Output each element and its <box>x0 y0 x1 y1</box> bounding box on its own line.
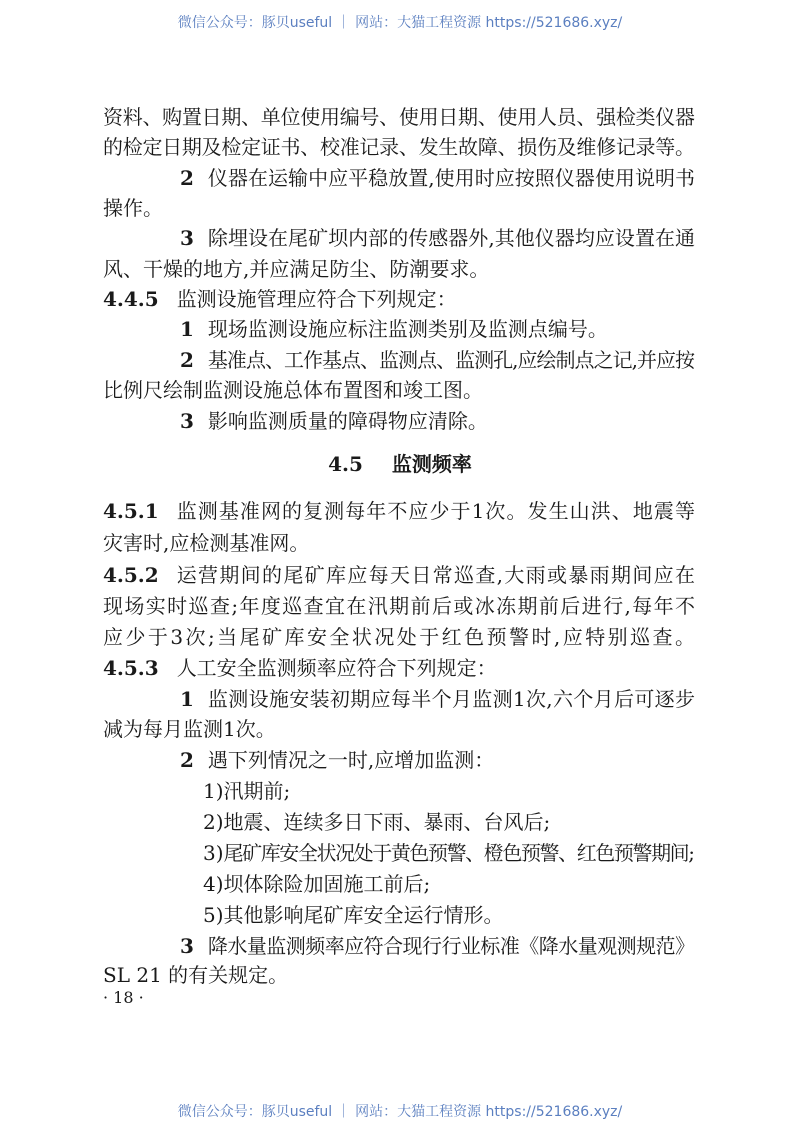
line-text: 监测基准网的复测每年不应少于1次。发生山洪、地震等 <box>176 499 697 523</box>
text-line <box>180 933 694 959</box>
text-line <box>103 716 276 742</box>
line-text: SL 21 的有关规定。 <box>103 963 289 987</box>
line-text: 操作。 <box>103 196 163 220</box>
text-line <box>103 593 696 619</box>
text-line <box>103 256 489 282</box>
section-number: 4.5 <box>328 452 363 476</box>
section-title: 监测频率 <box>391 452 472 476</box>
line-text: 遇下列情况之一时,应增加监测： <box>207 748 495 772</box>
text-line <box>103 562 696 588</box>
line-text: 尾矿库安全状况处于黄色预警、橙色预警、红色预警期间; <box>223 841 694 865</box>
item-number: 3 <box>180 226 194 250</box>
text-line <box>180 747 494 773</box>
text-line <box>180 686 695 712</box>
line-text: 降水量监测频率应符合现行行业标准《降水量观测规范》 <box>207 934 695 958</box>
text-line <box>180 225 695 251</box>
item-number: 1 <box>180 317 194 341</box>
text-line <box>203 871 430 897</box>
line-text: 地震、连续多日下雨、暴雨、台风后; <box>223 810 551 834</box>
line-text: 减为每月监测1次。 <box>103 717 276 741</box>
text-line <box>103 655 497 681</box>
page-number: · 18 · <box>103 988 144 1007</box>
line-text: 仪器在运输中应平稳放置,使用时应按照仪器使用说明书 <box>207 166 696 190</box>
item-number: 1 <box>180 687 194 711</box>
text-line <box>103 962 288 988</box>
text-line <box>103 377 483 403</box>
sub-item-number: 3) <box>203 841 224 865</box>
section-heading <box>0 451 800 477</box>
text-line <box>203 809 550 835</box>
item-number: 2 <box>180 166 194 190</box>
text-line <box>180 347 694 373</box>
text-line <box>103 624 697 650</box>
item-number: 2 <box>180 748 194 772</box>
text-line <box>203 840 694 866</box>
line-text: 灾害时,应检测基准网。 <box>103 531 310 555</box>
text-line <box>180 165 695 191</box>
item-number: 2 <box>180 348 194 372</box>
watermark-bottom: 微信公众号：豚贝useful ｜ 网站：大猫工程资源 https://521686.xyz/ <box>177 1104 623 1120</box>
sub-item-number: 4) <box>203 872 224 896</box>
clause-number: 4.5.3 <box>103 656 159 680</box>
line-text: 基准点、工作基点、监测点、监测孔,应绘制点之记,并应按 <box>207 348 695 372</box>
line-text: 资料、购置日期、单位使用编号、使用日期、使用人员、强检类仪器 <box>103 105 695 129</box>
text-line <box>103 498 696 524</box>
text-line <box>180 408 488 434</box>
line-text: 现场实时巡查;年度巡查宜在汛期前后或冰冻期前后进行,每年不 <box>103 594 697 618</box>
clause-number: 4.5.1 <box>103 499 159 523</box>
sub-item-number: 5) <box>203 903 224 927</box>
line-text: 监测设施安装初期应每半个月监测1次,六个月后可逐步 <box>207 687 696 711</box>
line-text: 现场监测设施应标注监测类别及监测点编号。 <box>207 317 608 341</box>
line-text: 影响监测质量的障碍物应清除。 <box>207 409 488 433</box>
line-text: 比例尺绘制监测设施总体布置图和竣工图。 <box>103 378 483 402</box>
line-text: 汛期前; <box>223 779 291 803</box>
text-line <box>103 530 309 556</box>
line-text: 人工安全监测频率应符合下列规定： <box>176 656 497 680</box>
text-line <box>180 316 608 342</box>
sub-item-number: 2) <box>203 810 224 834</box>
text-line <box>203 902 504 928</box>
line-text: 其他影响尾矿库安全运行情形。 <box>223 903 504 927</box>
line-text: 运营期间的尾矿库应每天日常巡查,大雨或暴雨期间应在 <box>176 563 697 587</box>
text-line <box>103 104 695 130</box>
text-line <box>103 286 457 312</box>
line-text: 应少于3次;当尾矿库安全状况处于红色预警时,应特别巡查。 <box>103 625 698 649</box>
line-text: 的检定日期及检定证书、校准记录、发生故障、损伤及维修记录等。 <box>103 135 695 159</box>
line-text: 除埋设在尾矿坝内部的传感器外,其他仪器均应设置在通 <box>207 226 696 250</box>
clause-number: 4.4.5 <box>103 287 159 311</box>
item-number: 3 <box>180 409 194 433</box>
watermark-top: 微信公众号：豚贝useful ｜ 网站：大猫工程资源 https://521686.xyz/ <box>177 15 623 31</box>
sub-item-number: 1) <box>203 779 224 803</box>
line-text: 风、干燥的地方,并应满足防尘、防潮要求。 <box>103 257 490 281</box>
text-line <box>203 778 290 804</box>
clause-number: 4.5.2 <box>103 563 159 587</box>
text-line <box>103 195 163 221</box>
item-number: 3 <box>180 934 194 958</box>
line-text: 监测设施管理应符合下列规定： <box>176 287 457 311</box>
text-line <box>103 134 695 160</box>
line-text: 坝体除险加固施工前后; <box>223 872 431 896</box>
